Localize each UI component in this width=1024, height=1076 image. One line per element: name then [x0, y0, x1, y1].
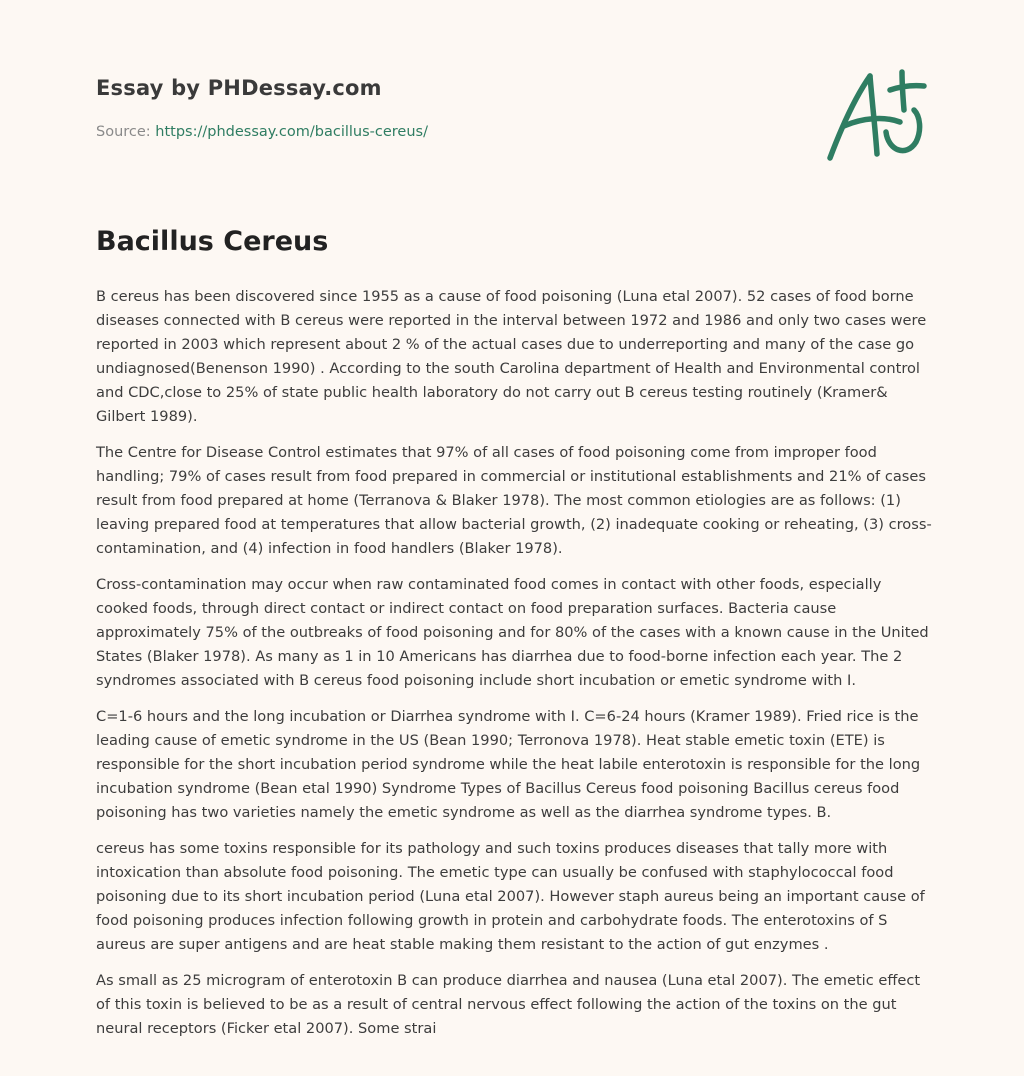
logo-stroke: [890, 86, 924, 90]
logo-stroke: [830, 76, 870, 158]
a-plus-grade-icon: [822, 66, 932, 166]
paragraph: As small as 25 microgram of enterotoxin B can produce diarrhea and nausea (Luna etal 2007). The emetic effect of this toxin is believed to be as a result of central nervous effect following the action of the toxins on the gut neural receptors (Ficker etal 2007). Some strai: [96, 972, 921, 1037]
paragraph: C=1-6 hours and the long incubation or Diarrhea syndrome with I. C=6-24 hours (Kramer 1989). Fried rice is the leading cause of emetic syndrome in the US (Bean 1990; Terronova 1978). Heat stable emetic toxin (ETE) is responsible for the short incubation period syndrome while the heat labile enterotoxin is responsible for the long incubation syndrome (Bean etal 1990) Syndrome Types of Bacillus Cereus food poisoning Bacillus cereus food poisoning has two varieties namely the emetic syndrome as well as the diarrhea syndrome types. B.: [96, 708, 921, 821]
site-brand: Essay by PHDessay.com: [96, 76, 382, 100]
paragraph: Cross-contamination may occur when raw contaminated food comes in contact with other foods, especially cooked foods, through direct contact or indirect contact on food preparation surfaces. Bacteria cause approximately 75% of the outbreaks of food poisoning and for 80% of the cases with a known cause in the United States (Blaker 1978). As many as 1 in 10 Americans has diarrhea due to food-borne infection each year. The 2 syndromes associated with B cereus food poisoning include short incubation or emetic syndrome with I.: [96, 576, 929, 689]
source-line: [96, 124, 428, 140]
article-body: [96, 285, 932, 1053]
source-label: Source:: [96, 124, 156, 140]
logo-stroke: [902, 72, 904, 110]
paragraph: cereus has some toxins responsible for its pathology and such toxins produces diseases that tally more with intoxication than absolute food poisoning. The emetic type can usually be confused with staphylococcal food poisoning due to its short incubation period (Luna etal 2007). However staph aureus being an important cause of food poisoning produces infection following growth in protein and carbohydrate foods. The enterotoxins of S aureus are super antigens and are heat stable making them resistant to the action of gut enzymes .: [96, 840, 925, 953]
paragraph: The Centre for Disease Control estimates that 97% of all cases of food poisoning come from improper food handling; 79% of cases result from food prepared in commercial or institutional establishments and 21% of cases result from food prepared at home (Terranova & Blaker 1978). The most common etiologies are as follows: (1) leaving prepared food at temperatures that allow bacterial growth, (2) inadequate cooking or reheating, (3) cross-contamination, and (4) infection in food handlers (Blaker 1978).: [96, 444, 932, 557]
paragraph: B cereus has been discovered since 1955 as a cause of food poisoning (Luna etal 2007). 52 cases of food borne diseases connected with B cereus were reported in the interval between 1972 and 1986 and only two cases were reported in 2003 which represent about 2 % of the actual cases due to underreporting and many of the case go undiagnosed(Benenson 1990) . According to the south Carolina department of Health and Environmental control and CDC,close to 25% of state public health laboratory do not carry out B cereus testing routinely (Kramer& Gilbert 1989).: [96, 288, 927, 425]
logo-stroke: [870, 76, 877, 154]
page-title: Bacillus Cereus: [96, 226, 329, 257]
source-link[interactable]: https://phdessay.com/bacillus-cereus/: [155, 124, 428, 140]
logo-stroke: [886, 110, 920, 151]
